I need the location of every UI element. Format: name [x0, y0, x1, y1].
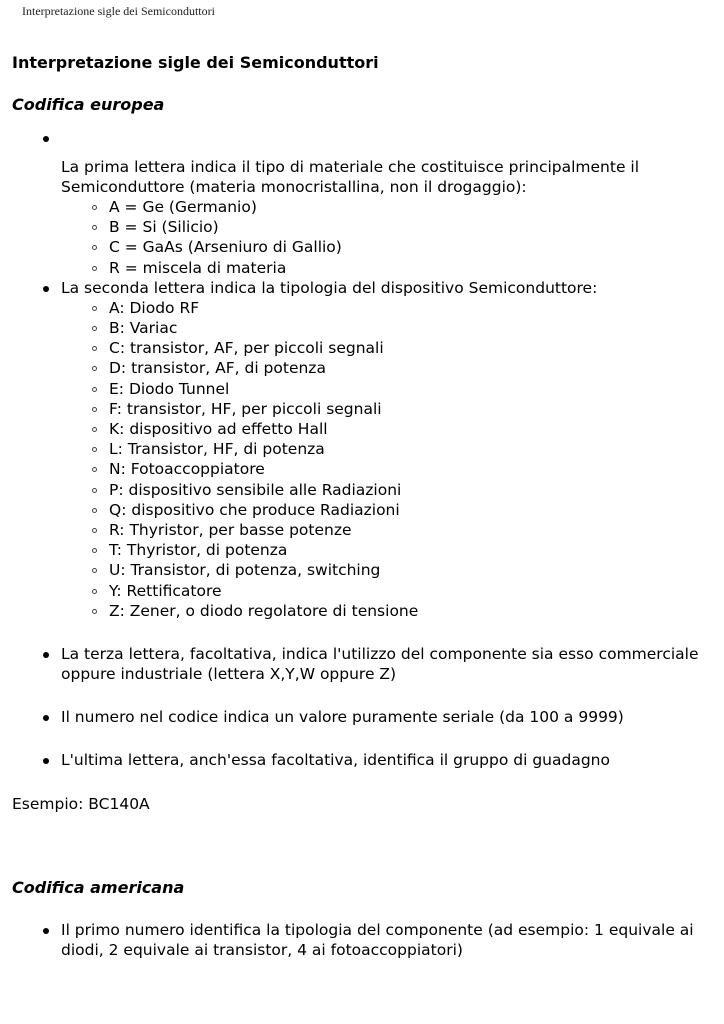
- sublist-item-text: R = miscela di materia: [109, 258, 287, 277]
- circle-bullet-icon: [92, 589, 97, 594]
- last-letter-text: L'ultima lettera, anch'essa facoltativa, identifica il gruppo di guadagno: [61, 751, 610, 770]
- first-number-text: Il primo numero identifica la tipologia del componente (ad esempio: 1 equivale ai diodi, 2 equivale ai transistor, 4 ai fotoaccoppiatori): [61, 921, 694, 960]
- circle-bullet-icon: [92, 306, 97, 311]
- sublist-item-text: D: transistor, AF, di potenza: [109, 359, 326, 378]
- device-type-sublist: [61, 298, 712, 621]
- sublist-item: [61, 318, 712, 338]
- sublist-item: [61, 399, 712, 419]
- sublist-item-text: F: transistor, HF, per piccoli segnali: [109, 399, 382, 418]
- sublist-item-text: N: Fotoaccoppiatore: [109, 460, 265, 479]
- circle-bullet-icon: [92, 366, 97, 371]
- page-header-title: Interpretazione sigle dei Semiconduttori: [22, 4, 215, 18]
- bullet-icon: [43, 928, 49, 934]
- list-item-first-letter: [12, 137, 712, 278]
- european-list: [12, 137, 712, 770]
- circle-bullet-icon: [92, 326, 97, 331]
- bullet-icon: [43, 758, 49, 764]
- list-item-third-letter: [12, 644, 712, 684]
- sublist-item-text: C: transistor, AF, per piccoli segnali: [109, 339, 384, 358]
- sublist-item: [61, 520, 712, 540]
- sublist-item: [61, 217, 712, 237]
- sublist-item: [61, 581, 712, 601]
- sublist-item-text: A: Diodo RF: [109, 298, 200, 317]
- list-item-number: [12, 707, 712, 727]
- sublist-item: [61, 480, 712, 500]
- circle-bullet-icon: [92, 387, 97, 392]
- sublist-item: [61, 500, 712, 520]
- american-list: [12, 920, 712, 960]
- sublist-item-text: T: Thyristor, di potenza: [109, 541, 288, 560]
- sublist-item-text: U: Transistor, di potenza, switching: [109, 561, 381, 580]
- circle-bullet-icon: [92, 568, 97, 573]
- first-letter-text: La prima lettera indica il tipo di materiale che costituisce principalmente il Semiconduttore (materia monocristallina, non il drogaggio):: [61, 158, 640, 196]
- sublist-item: [61, 358, 712, 378]
- circle-bullet-icon: [92, 508, 97, 513]
- material-sublist: [61, 197, 712, 278]
- sublist-item-text: P: dispositivo sensibile alle Radiazioni: [109, 480, 402, 499]
- circle-bullet-icon: [92, 447, 97, 452]
- sublist-item: [61, 540, 712, 560]
- sublist-item-text: Y: Rettificatore: [109, 581, 222, 600]
- sublist-item: [61, 439, 712, 459]
- sublist-item-text: E: Diodo Tunnel: [109, 379, 230, 398]
- sublist-item-text: R: Thyristor, per basse potenze: [109, 521, 352, 540]
- sublist-item: [61, 419, 712, 439]
- circle-bullet-icon: [92, 407, 97, 412]
- sublist-item-text: C = GaAs (Arseniuro di Gallio): [109, 238, 342, 257]
- third-letter-text: La terza lettera, facoltativa, indica l'utilizzo del componente sia esso commerciale oppure industriale (lettera X,Y,W oppure Z): [61, 645, 699, 684]
- sublist-item-text: L: Transistor, HF, di potenza: [109, 440, 325, 459]
- second-letter-text: La seconda lettera indica la tipologia del dispositivo Semiconduttore:: [61, 278, 598, 297]
- sublist-item-text: Q: dispositivo che produce Radiazioni: [109, 500, 400, 519]
- sublist-item: [61, 560, 712, 580]
- bullet-icon: [43, 715, 49, 721]
- circle-bullet-icon: [92, 528, 97, 533]
- sublist-item: [61, 197, 712, 217]
- sublist-item: [61, 459, 712, 479]
- sublist-item: [61, 601, 712, 621]
- example-text: Esempio: BC140A: [12, 795, 150, 814]
- circle-bullet-icon: [92, 225, 97, 230]
- circle-bullet-icon: [92, 245, 97, 250]
- sublist-item: [61, 258, 712, 278]
- sublist-item: [61, 338, 712, 358]
- section-heading-european: Codifica europea: [12, 95, 165, 114]
- sublist-item: [61, 237, 712, 257]
- sublist-item-text: B = Si (Silicio): [109, 218, 219, 237]
- bullet-icon: [43, 652, 49, 658]
- sublist-item-text: B: Variac: [109, 319, 178, 338]
- circle-bullet-icon: [92, 266, 97, 271]
- circle-bullet-icon: [92, 205, 97, 210]
- circle-bullet-icon: [92, 346, 97, 351]
- circle-bullet-icon: [92, 609, 97, 614]
- circle-bullet-icon: [92, 427, 97, 432]
- section-heading-american: Codifica americana: [12, 878, 185, 898]
- bullet-icon: [43, 136, 49, 142]
- circle-bullet-icon: [92, 488, 97, 493]
- bullet-icon: [43, 286, 49, 292]
- page-title: Interpretazione sigle dei Semiconduttori: [12, 53, 379, 72]
- number-text: Il numero nel codice indica un valore puramente seriale (da 100 a 9999): [61, 708, 624, 727]
- circle-bullet-icon: [92, 548, 97, 553]
- list-item-second-letter: [12, 278, 712, 621]
- document-body: [12, 52, 712, 960]
- list-item-first-number: [12, 920, 712, 960]
- sublist-item-text: K: dispositivo ad effetto Hall: [109, 420, 328, 439]
- sublist-item: [61, 298, 712, 318]
- sublist-item-text: A = Ge (Germanio): [109, 198, 257, 216]
- circle-bullet-icon: [92, 467, 97, 472]
- list-item-last-letter: [12, 750, 712, 770]
- sublist-item: [61, 379, 712, 399]
- sublist-item-text: Z: Zener, o diodo regolatore di tensione: [109, 601, 419, 620]
